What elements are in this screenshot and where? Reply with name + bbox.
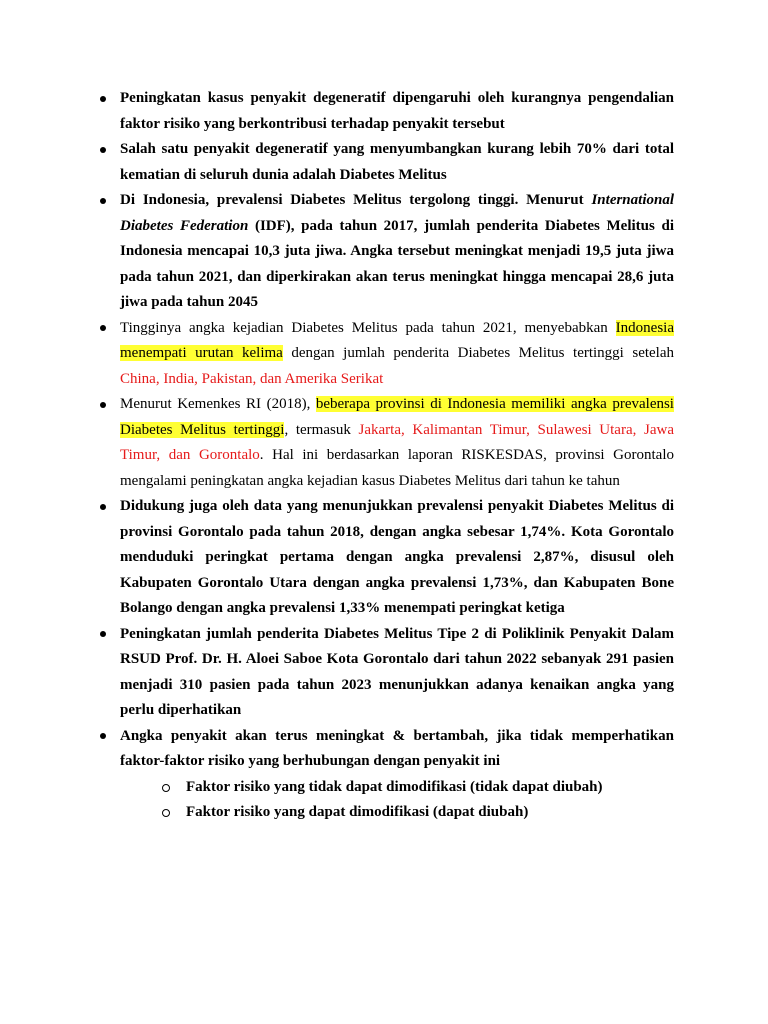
bullet-text-part: Tingginya angka kejadian Diabetes Melitus pada tahun 2021, menyebabkan [120, 319, 616, 336]
bullet-risk-factors [120, 724, 674, 826]
bullet-text: Peningkatan kasus penyakit degeneratif dipengaruhi oleh kurangnya pengendalian faktor risiko yang berkontribusi terhadap penyakit tersebut [120, 90, 674, 132]
bullet-kemenkes-provinces [120, 392, 674, 494]
highlighted-text: beberapa provinsi di Indonesia memiliki angka prevalensi Diabetes Melitus tertinggi [120, 396, 674, 438]
red-text: China, India, Pakistan, dan Amerika Serikat [120, 370, 384, 387]
bullet-text-part: Di Indonesia, prevalensi Diabetes Melitus tergolong tinggi. Menurut [120, 192, 592, 208]
bullet-list [120, 86, 674, 826]
bullet-text: Peningkatan jumlah penderita Diabetes Melitus Tipe 2 di Poliklinik Penyakit Dalam RSUD Prof. Dr. H. Aloei Saboe Kota Gorontalo dari tahun 2022 sebanyak 291 pasien menjadi 310 pasien pada tahun 2023 menunjukkan adanya kenaikan angka yang perlu diperhatikan [120, 625, 674, 718]
sub-bullet-modifiable: Faktor risiko yang dapat dimodifikasi (dapat diubah) [120, 800, 674, 826]
bullet-degenerative-increase [120, 86, 674, 137]
bullet-gorontalo-prevalence [120, 494, 674, 622]
bullet-diabetes-mortality [120, 137, 674, 188]
bullet-idf-prevalence [120, 188, 674, 316]
sub-bullet-nonmodifiable: Faktor risiko yang tidak dapat dimodifikasi (tidak dapat diubah) [120, 775, 674, 801]
red-text: Jakarta, Kalimantan Timur, Sulawesi Utara, Jawa Timur, dan Gorontalo [120, 421, 675, 463]
bullet-text-part: dengan jumlah penderita Diabetes Melitus tertinggi setelah [282, 345, 675, 361]
bullet-indonesia-rank [120, 316, 674, 393]
bullet-text: Salah satu penyakit degeneratif yang menyumbangkan kurang lebih 70% dari total kematian di seluruh dunia adalah Diabetes Melitus [120, 141, 674, 183]
bullet-text-part: , termasuk [284, 421, 359, 438]
highlighted-text: Indonesia menempati urutan kelima [120, 319, 674, 361]
bullet-text: Angka penyakit akan terus meningkat & bertambah, jika tidak memperhatikan faktor-faktor risiko yang berhubungan dengan penyakit ini [120, 727, 674, 769]
italic-term: International Diabetes Federation [120, 192, 674, 234]
bullet-text: Didukung juga oleh data yang menunjukkan prevalensi penyakit Diabetes Melitus di provinsi Gorontalo pada tahun 2018, dengan angka sebesar 1,74%. Kota Gorontalo menduduki peringkat pertama dengan angka prevalensi 2,87%, disusul oleh Kabupaten Gorontalo Utara dengan angka prevalensi 1,73%, dan Kabupaten Bone Bolango dengan angka prevalensi 1,33% menempati peringkat ketiga [120, 498, 674, 616]
bullet-rsud-patients [120, 622, 674, 724]
bullet-text-part: Menurut Kemenkes RI (2018), [120, 396, 316, 412]
sub-bullet-list [120, 775, 674, 826]
bullet-text-part: . Hal ini berdasarkan laporan RISKESDAS, provinsi Gorontalo mengalami peningkatan angka kejadian kasus Diabetes Melitus dari tahun ke tahun [120, 447, 675, 489]
bullet-text-part: (IDF), pada tahun 2017, jumlah penderita Diabetes Melitus di Indonesia mencapai 10,3 juta jiwa. Angka tersebut meningkat menjadi 19,5 juta jiwa pada tahun 2021, dan diperkirakan akan terus meningkat hingga mencapai 28,6 juta jiwa pada tahun 2045 [120, 217, 675, 310]
